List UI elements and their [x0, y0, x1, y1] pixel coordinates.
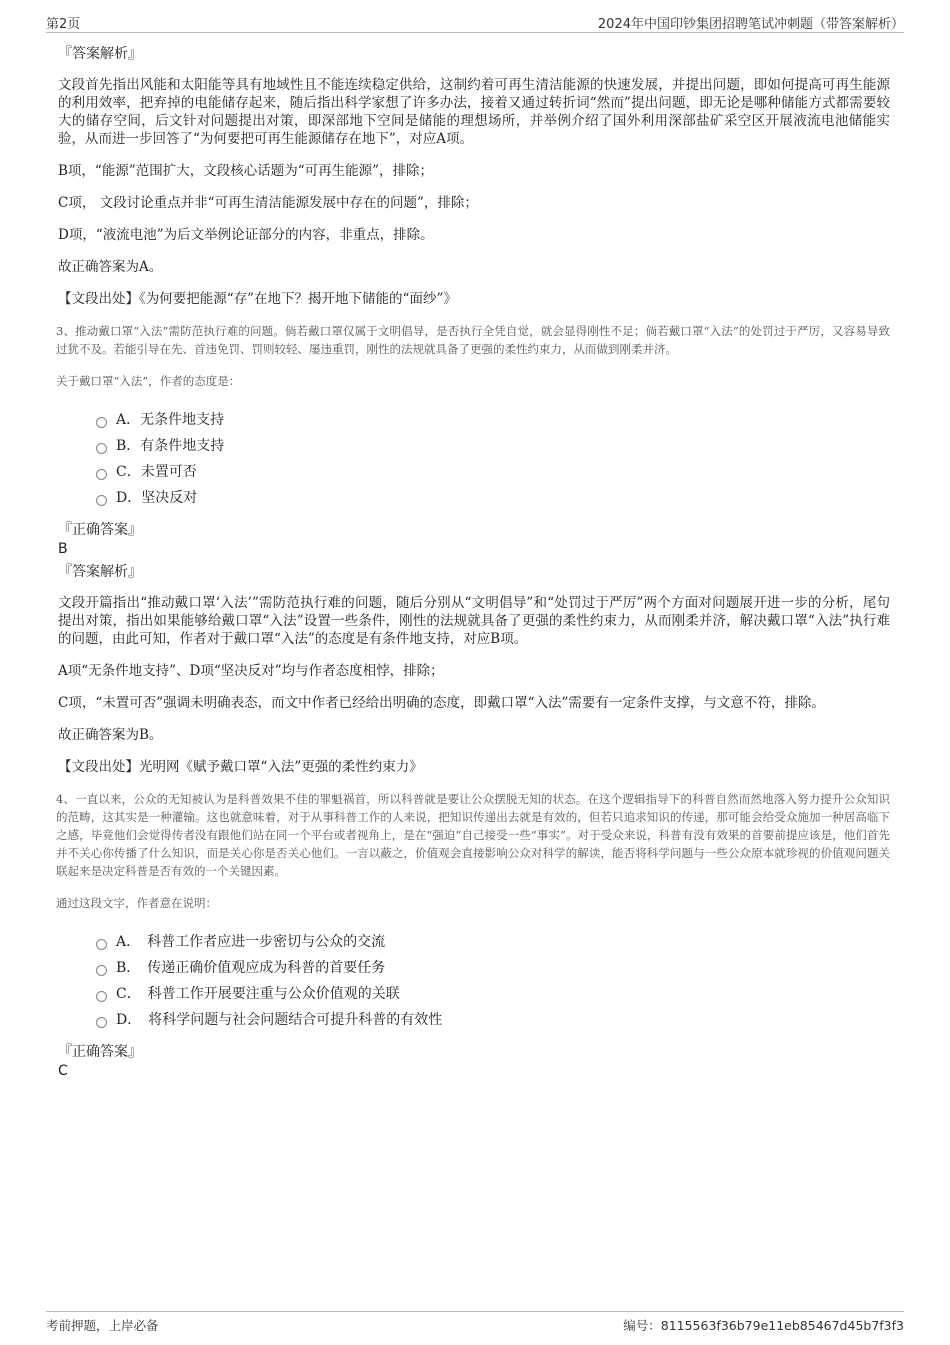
- q3-source: 【文段出处】光明网《赋予戴口罩“入法”更强的柔性约束力》: [58, 759, 423, 775]
- q4-answer: C: [58, 1063, 68, 1079]
- radio-icon[interactable]: [96, 469, 107, 480]
- q3-conclusion: 故正确答案为B。: [58, 727, 163, 743]
- q3-option-a[interactable]: [96, 406, 890, 432]
- radio-icon[interactable]: [96, 443, 107, 454]
- option-label: D．坚决反对: [116, 490, 198, 506]
- q3-stem: 3、推动戴口罩“入法”需防范执行难的问题。倘若戴口罩仅属于文明倡导，是否执行全凭自觉，就会显得刚性不足；倘若戴口罩“入法”的处罚过于严厉，又容易导致过犹不及。若能引导在先、首违免罚、罚则较轻、屡违重罚，刚性的法规就具备了更强的柔性约束力，从而做到刚柔并济。: [56, 324, 890, 356]
- q2-analysis-tag: 『答案解析』: [58, 46, 142, 62]
- option-label: A． 科普工作者应进一步密切与公众的交流: [116, 934, 386, 950]
- q4-question: 通过这段文字，作者意在说明：: [56, 896, 217, 910]
- q2-exclusion-b: B项，“能源”范围扩大，文段核心话题为“可再生能源”，排除；: [58, 163, 434, 179]
- q4-option-a[interactable]: [96, 928, 890, 954]
- radio-icon[interactable]: [96, 939, 107, 950]
- q3-answer-tag: 『正确答案』: [58, 522, 142, 538]
- option-label: C． 科普工作开展要注重与公众价值观的关联: [116, 986, 400, 1002]
- document-title: 2024年中国印钞集团招聘笔试冲刺题（带答案解析）: [597, 17, 904, 32]
- option-label: A．无条件地支持: [116, 412, 225, 428]
- q4-option-d[interactable]: [96, 1006, 890, 1032]
- q4-option-b[interactable]: [96, 954, 890, 980]
- q2-source: 【文段出处】《为何要把能源“存”在地下？揭开地下储能的“面纱”》: [58, 291, 457, 307]
- radio-icon[interactable]: [96, 991, 107, 1002]
- option-label: C．未置可否: [116, 464, 197, 480]
- radio-icon[interactable]: [96, 965, 107, 976]
- q3-analysis-text: 文段开篇指出“推动戴口罩‘入法’”需防范执行难的问题，随后分别从“文明倡导”和“处罚过于严厉”两个方面对问题展开进一步的分析，尾句提出对策，指出如果能够给戴口罩“入法”设置一些条件，刚性的法规就具备了更强的柔性约束力，从而刚柔并济，解决戴口罩“入法”执行难的问题，由此可知，作者对于戴口罩“入法”的态度是有条件地支持，对应B项。: [58, 595, 890, 647]
- q3-question: 关于戴口罩“入法”，作者的态度是：: [56, 374, 241, 388]
- option-label: B．有条件地支持: [116, 438, 225, 454]
- page-header: [46, 10, 904, 33]
- q3-option-d[interactable]: [96, 484, 890, 510]
- page-content: [56, 44, 890, 1084]
- q3-exclusion-ad: A项“无条件地支持”、D项“坚决反对”均与作者态度相悖，排除；: [58, 663, 444, 679]
- q2-exclusion-d: D项，“液流电池”为后文举例论证部分的内容，非重点，排除。: [58, 227, 434, 243]
- radio-icon[interactable]: [96, 495, 107, 506]
- q3-exclusion-c: C项，“未置可否”强调未明确表态，而文中作者已经给出明确的态度，即戴口罩“入法”需要有一定条件支撑，与文意不符，排除。: [58, 695, 825, 711]
- q4-answer-tag: 『正确答案』: [58, 1044, 142, 1060]
- q2-analysis-text: 文段首先指出风能和太阳能等具有地域性且不能连续稳定供给，这制约着可再生清洁能源的快速发展，并提出问题，即如何提高可再生能源的利用效率，把弃掉的电能储存起来，随后指出科学家想了许多办法，接着又通过转折词“然而”提出问题，即无论是哪种储能方式都需要较大的储存空间，后文针对问题提出对策，即深部地下空间是储能的理想场所，并举例介绍了国外利用深部盐矿采空区开展液流电池储能实验，从而进一步回答了“为何要把可再生能源储存在地下”，对应A项。: [58, 77, 890, 147]
- option-label: D． 将科学问题与社会问题结合可提升科普的有效性: [116, 1012, 443, 1028]
- q4-options: [96, 928, 890, 1032]
- page-footer: [46, 1311, 904, 1336]
- q3-options: [96, 406, 890, 510]
- q4-option-c[interactable]: [96, 980, 890, 1006]
- q3-option-c[interactable]: [96, 458, 890, 484]
- footer-serial: 编号：8115563f36b79e11eb85467d45b7f3f3: [623, 1318, 904, 1333]
- q4-stem: 4、一直以来，公众的无知被认为是科普效果不佳的罪魁祸首，所以科普就是要让公众摆脱无知的状态。在这个逻辑指导下的科普自然而然地落入努力提升公众知识的范畴，这其实是一种灌输。这也就意味着，对于从事科普工作的人来说，把知识传递出去就是有效的，但若只追求知识的传递，那可能会给受众施加一种居高临下之感，毕竟他们会觉得传者没有跟他们站在同一个平台或者视角上，是在“强迫”自己接受一些“事实”。对于受众来说，科普有没有效果的首要前提应该是，他们首先并不关心你传播了什么知识，而是关心你是否关心他们。一言以蔽之，价值观会直接影响公众对科学的解读，能否将科学问题与一些公众原本就珍视的价值观问题关联起来是决定科普是否有效的一个关键因素。: [56, 792, 890, 878]
- radio-icon[interactable]: [96, 1017, 107, 1028]
- footer-slogan: 考前押题，上岸必备: [46, 1318, 159, 1333]
- q3-answer: B: [58, 541, 68, 557]
- radio-icon[interactable]: [96, 417, 107, 428]
- page-number: 第2页: [46, 17, 81, 32]
- q3-option-b[interactable]: [96, 432, 890, 458]
- option-label: B． 传递正确价值观应成为科普的首要任务: [116, 960, 386, 976]
- q3-analysis-tag: 『答案解析』: [58, 564, 142, 580]
- q2-conclusion: 故正确答案为A。: [58, 259, 163, 275]
- q2-exclusion-c: C项， 文段讨论重点并非“可再生清洁能源发展中存在的问题”，排除；: [58, 195, 478, 211]
